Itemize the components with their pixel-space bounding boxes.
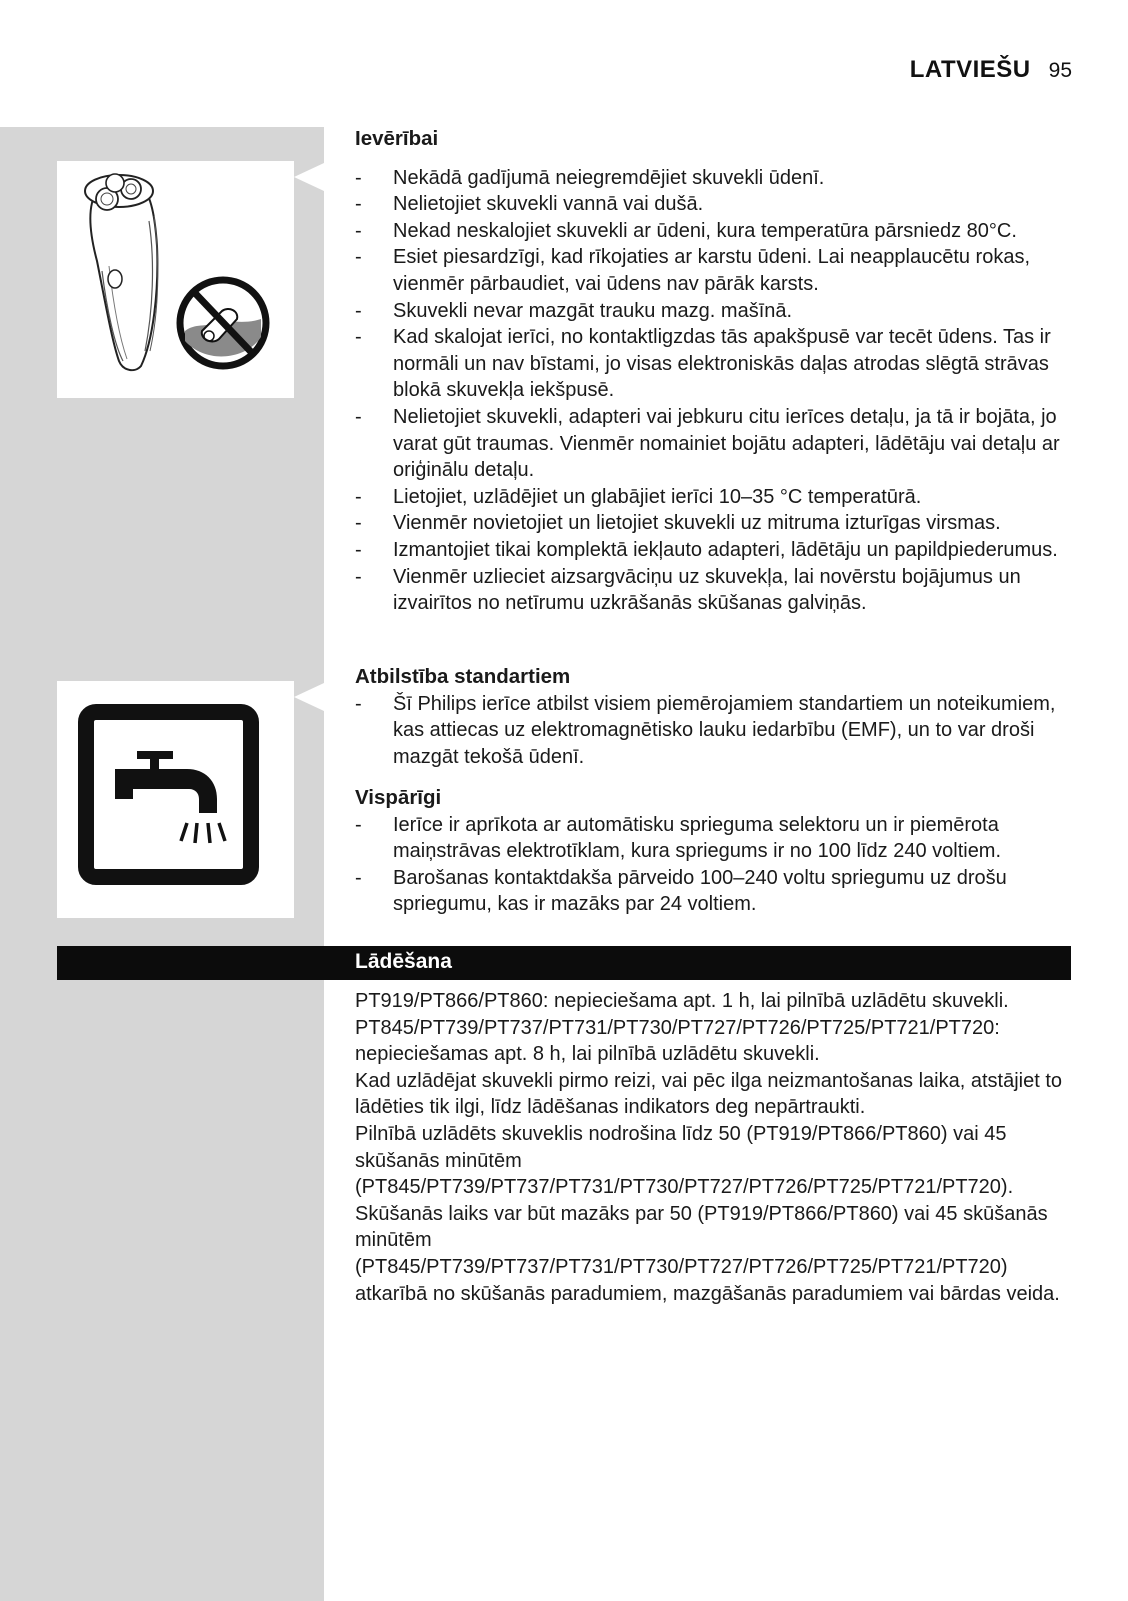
paragraph: Kad uzlādējat skuvekli pirmo reizi, vai pēc ilga neizmantošanas laika, atstājiet to lādēties tik ilgi, līdz lādēšanas indikators deg nepārtraukti.	[355, 1069, 1063, 1119]
shaver-no-bath-icon	[57, 161, 294, 398]
list-item: - Izmantojiet tikai komplektā iekļauto adapteri, lādētāju un papildpiederumus.	[355, 538, 1058, 561]
paragraph: PT919/PT866/PT860: nepieciešama apt. 1 h, lai pilnībā uzlādētu skuvekli.	[355, 990, 1009, 1012]
section-bar-ladesana	[57, 946, 1071, 980]
paragraph: Pilnībā uzlādēts skuveklis nodrošina līdz 50 (PT919/PT866/PT860) vai 45 skūšanās minūtēm (PT845/PT739/PT737/PT731/PT730/PT727/PT726/PT725/PT721/PT720).	[355, 1122, 1014, 1199]
section-title: Atbilstība standartiem	[355, 665, 571, 688]
section-ladesana-body	[355, 988, 1075, 1307]
language-title: LATVIEŠU	[909, 56, 1031, 83]
section-title: Ievērībai	[355, 127, 439, 150]
list-item: - Nelietojiet skuvekli vannā vai dušā.	[355, 193, 704, 216]
caution-list	[355, 165, 1075, 617]
figure-no-immersion	[57, 161, 294, 398]
section-visparigi	[355, 785, 1075, 918]
page-header	[910, 56, 1072, 90]
list-item: - Nekad neskalojiet skuvekli ar ūdeni, kura temperatūra pārsniedz 80°C.	[355, 219, 1017, 242]
page-number: 95	[1048, 59, 1072, 82]
paragraph: PT845/PT739/PT737/PT731/PT730/PT727/PT726/PT725/PT721/PT720: nepieciešamas apt. 8 h, lai pilnībā uzlādētu skuvekli.	[355, 1016, 1000, 1066]
list-item: - Lietojiet, uzlādējiet un glabājiet ierīci 10–35 °C temperatūrā.	[355, 485, 922, 508]
list-item: - Vienmēr uzlieciet aizsargvāciņu uz skuvekļa, lai novērstu bojājumus un izvairītos no netīrumu uzkrāšanās skūšanas galviņās.	[355, 565, 1021, 615]
section-title: Vispārīgi	[355, 786, 442, 809]
list-item: - Šī Philips ierīce atbilst visiem piemērojamiem standartiem un noteikumiem, kas attiecas uz elektromagnētisko lauku iedarbību (EMF), un to var droši mazgāt tekošā ūdenī.	[355, 692, 1056, 768]
list-item: - Esiet piesardzīgi, kad rīkojaties ar karstu ūdeni. Lai neapplaucētu rokas, vienmēr pārbaudiet, vai ūdens nav pārāk karsts.	[355, 246, 1031, 295]
standards-list	[355, 691, 1075, 771]
list-item: - Nelietojiet skuvekli, adapteri vai jebkuru citu ierīces detaļu, ja tā ir bojāta, jo varat gūt traumas. Vienmēr nomainiet bojātu adapteri, lādētāju vai detaļu ar oriģinālu detaļu.	[355, 405, 1060, 482]
list-item: - Barošanas kontaktdakša pārveido 100–240 voltu spriegumu uz drošu spriegumu, kas ir mazāks par 24 voltiem.	[355, 866, 1007, 916]
list-item: - Skuvekli nevar mazgāt trauku mazg. mašīnā.	[355, 299, 793, 322]
figure-pointer	[294, 163, 324, 191]
section-ieveribai	[355, 126, 1075, 617]
section-atbilstiba	[355, 664, 1075, 770]
list-item: - Vienmēr novietojiet un lietojiet skuvekli uz mitruma izturīgas virsmas.	[355, 512, 1001, 535]
list-item: - Nekādā gadījumā neiegremdējiet skuvekli ūdenī.	[355, 166, 825, 189]
paragraph: Skūšanās laiks var būt mazāks par 50 (PT919/PT866/PT860) vai 45 skūšanās minūtēm (PT845/PT739/PT737/PT731/PT730/PT727/PT726/PT725/PT721/PT720) atkarībā no skūšanās paradumiem, mazgāšanās paradumiem vai bārdas veida.	[355, 1202, 1060, 1305]
list-item: - Ierīce ir aprīkota ar automātisku sprieguma selektoru un ir piemērota maiņstrāvas elektrotīklam, kura spriegums ir no 100 līdz 240 voltiem.	[355, 813, 1002, 863]
washable-under-tap-icon	[57, 681, 294, 918]
section-title: Lādēšana	[355, 950, 452, 973]
figure-washable	[57, 681, 294, 918]
list-item: - Kad skalojat ierīci, no kontaktligzdas tās apakšpusē var tecēt ūdens. Tas ir normāli un nav bīstami, jo visas elektroniskās daļas atrodas slēgtā strāvas blokā skuvekļa iekšpusē.	[355, 326, 1051, 402]
general-list	[355, 812, 1075, 918]
figure-pointer	[294, 683, 324, 711]
